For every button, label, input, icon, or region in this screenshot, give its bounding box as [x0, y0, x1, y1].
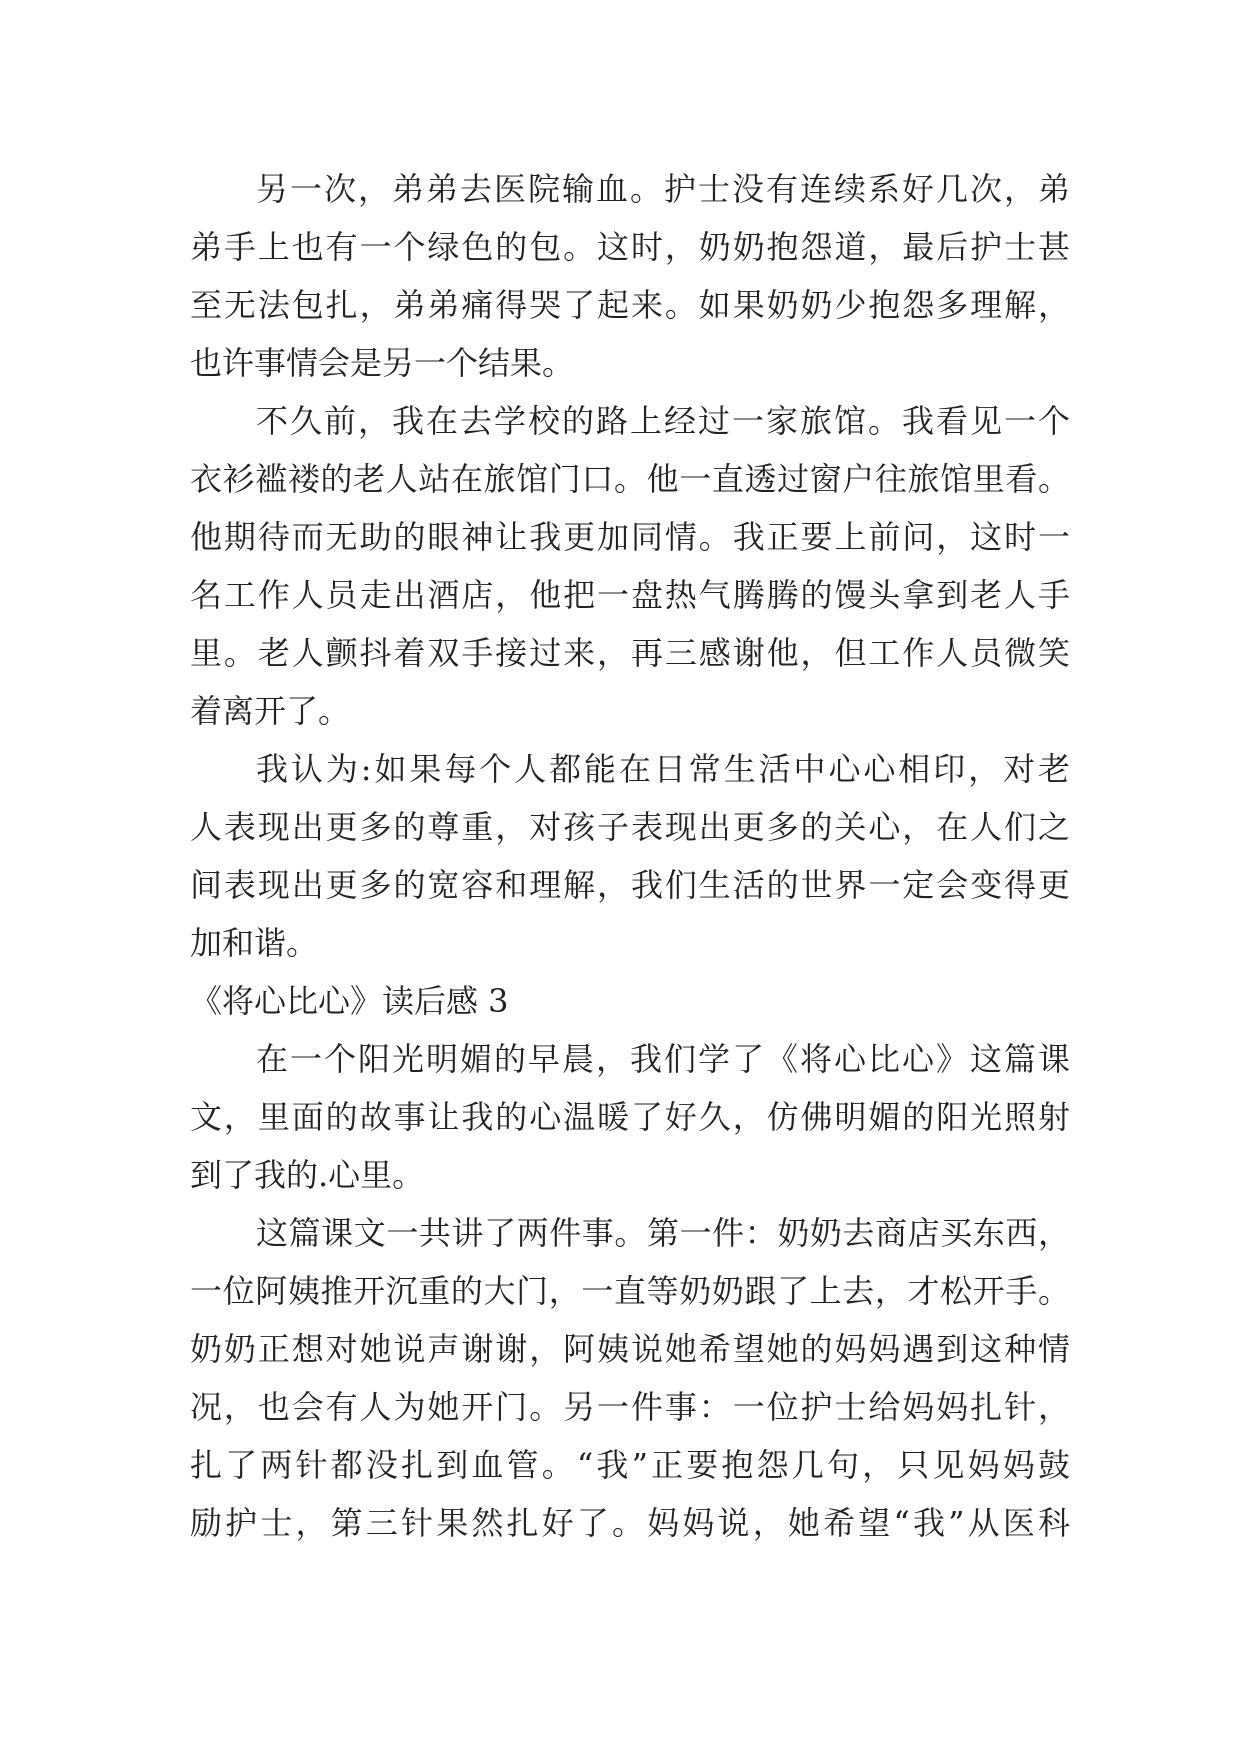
paragraph [190, 160, 1070, 392]
text-line: 加和谐。 [190, 924, 319, 962]
paragraph [190, 740, 1070, 972]
paragraph [190, 1030, 1070, 1204]
text-line: 在一个阳光明媚的早晨，我们学了《将心比心》这篇课 [256, 1040, 1070, 1078]
text-line: 间表现出更多的宽容和理解，我们生活的世界一定会变得更 [190, 866, 1070, 904]
text-line: 至无法包扎，弟弟痛得哭了起来。如果奶奶少抱怨多理解， [190, 286, 1070, 324]
text-line: 着离开了。 [190, 692, 351, 730]
text-line: 里。老人颤抖着双手接过来，再三感谢他，但工作人员微笑 [190, 634, 1070, 672]
text-line: 名工作人员走出酒店，他把一盘热气腾腾的馒头拿到老人手 [190, 576, 1070, 614]
text-line: 也许事情会是另一个结果。 [190, 344, 575, 382]
text-line: 励护士，第三针果然扎好了。妈妈说，她希望“我”从医科 [190, 1504, 1070, 1542]
text-line: 另一次，弟弟去医院输血。护士没有连续系好几次，弟 [256, 170, 1070, 208]
text-line: 到了我的.心里。 [190, 1156, 425, 1194]
text-line: 人表现出更多的尊重，对孩子表现出更多的关心，在人们之 [190, 808, 1070, 846]
text-line: 文，里面的故事让我的心温暖了好久，仿佛明媚的阳光照射 [190, 1098, 1070, 1136]
document-body [190, 160, 1070, 1552]
section-heading: 《将心比心》读后感 3 [190, 982, 509, 1020]
text-line: 这篇课文一共讲了两件事。第一件：奶奶去商店买东西， [256, 1214, 1070, 1252]
text-line: 衣衫褴褛的老人站在旅馆门口。他一直透过窗户往旅馆里看。 [190, 460, 1070, 498]
paragraph [190, 392, 1070, 740]
text-line: 弟手上也有一个绿色的包。这时，奶奶抱怨道，最后护士甚 [190, 228, 1070, 266]
text-line: 扎了两针都没扎到血管。“我”正要抱怨几句，只见妈妈鼓 [190, 1446, 1070, 1484]
paragraph [190, 1204, 1070, 1552]
text-line: 我认为:如果每个人都能在日常生活中心心相印，对老 [256, 750, 1070, 788]
text-line: 一位阿姨推开沉重的大门，一直等奶奶跟了上去，才松开手。 [190, 1272, 1070, 1310]
section-heading-block [190, 972, 1070, 1030]
text-line: 况，也会有人为她开门。另一件事：一位护士给妈妈扎针， [190, 1388, 1070, 1426]
text-line: 他期待而无助的眼神让我更加同情。我正要上前问，这时一 [190, 518, 1070, 556]
text-line: 奶奶正想对她说声谢谢，阿姨说她希望她的妈妈遇到这种情 [190, 1330, 1070, 1368]
text-line: 不久前，我在去学校的路上经过一家旅馆。我看见一个 [256, 402, 1070, 440]
